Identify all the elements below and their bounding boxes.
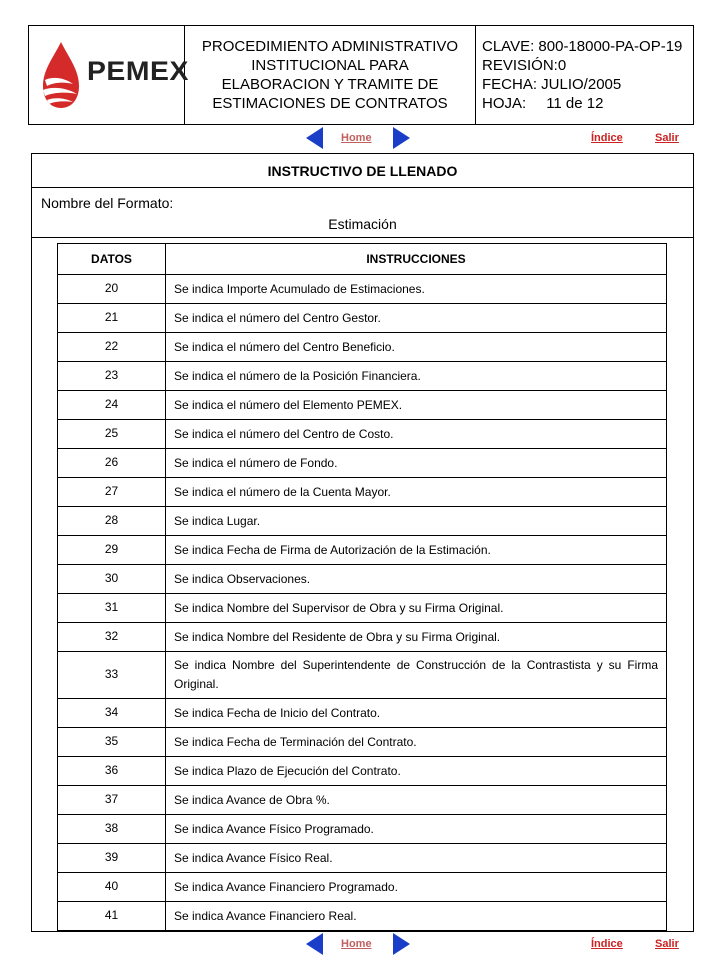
row-number: 35 [58,728,166,757]
row-instruction: Se indica el número de Fondo. [166,449,667,478]
procedure-title [185,26,476,124]
row-instruction: Se indica Fecha de Firma de Autorización de la Estimación. [166,536,667,565]
indice-link[interactable]: Índice [591,938,623,950]
row-instruction: Se indica Observaciones. [166,565,667,594]
format-name-value: Estimación [328,216,397,232]
row-instruction: Se indica Avance Físico Real. [166,844,667,873]
format-name-row [32,188,693,238]
row-instruction: Se indica el número del Centro de Costo. [166,420,667,449]
table-row [58,623,667,652]
home-link[interactable]: Home [341,132,372,144]
row-number: 23 [58,362,166,391]
table-header-row [58,244,667,275]
column-header-instrucciones: INSTRUCCIONES [166,244,667,275]
row-instruction: Se indica Avance Financiero Programado. [166,873,667,902]
salir-link[interactable]: Salir [655,132,679,144]
row-instruction: Se indica Avance de Obra %. [166,786,667,815]
title-line: ELABORACION Y TRAMITE DE [221,76,439,93]
row-number: 33 [58,652,166,699]
indice-link[interactable]: Índice [591,132,623,144]
row-number: 22 [58,333,166,362]
row-number: 34 [58,699,166,728]
row-instruction: Se indica el número de la Cuenta Mayor. [166,478,667,507]
table-row [58,902,667,931]
table-row [58,391,667,420]
row-instruction: Se indica Avance Financiero Real. [166,902,667,931]
previous-arrow-icon[interactable] [306,933,323,955]
table-row [58,757,667,786]
row-number: 32 [58,623,166,652]
revision-text: REVISIÓN:0 [482,57,567,74]
row-instruction: Se indica Importe Acumulado de Estimaciones. [166,275,667,304]
table-row [58,362,667,391]
table-row [58,844,667,873]
table-row [58,594,667,623]
salir-link[interactable]: Salir [655,938,679,950]
table-row [58,699,667,728]
document-codes [476,26,693,124]
row-instruction: Se indica el número del Elemento PEMEX. [166,391,667,420]
row-number: 40 [58,873,166,902]
row-number: 29 [58,536,166,565]
table-row [58,815,667,844]
table-row [58,333,667,362]
row-number: 38 [58,815,166,844]
bottom-navigation [0,930,720,958]
title-line: INSTITUCIONAL PARA [251,57,409,74]
table-row [58,536,667,565]
hoja-label: HOJA: [482,95,527,112]
previous-arrow-icon[interactable] [306,127,323,149]
row-instruction: Se indica el número de la Posición Financiera. [166,362,667,391]
instructions-title: INSTRUCTIVO DE LLENADO [32,154,693,188]
row-number: 30 [58,565,166,594]
table-row [58,873,667,902]
title-line: PROCEDIMIENTO ADMINISTRATIVO [201,38,459,55]
top-navigation [0,124,720,152]
row-number: 36 [58,757,166,786]
document-header [28,25,694,125]
row-instruction: Se indica Nombre del Residente de Obra y su Firma Original. [166,623,667,652]
row-number: 27 [58,478,166,507]
table-row [58,449,667,478]
next-arrow-icon[interactable] [393,933,410,955]
row-number: 24 [58,391,166,420]
row-number: 21 [58,304,166,333]
row-number: 31 [58,594,166,623]
row-instruction: Se indica Avance Físico Programado. [166,815,667,844]
row-instruction: Se indica el número del Centro Beneficio. [166,333,667,362]
table-row [58,652,667,699]
hoja-value: 11 de 12 [546,95,604,112]
table-row [58,786,667,815]
next-arrow-icon[interactable] [393,127,410,149]
title-line: ESTIMACIONES DE CONTRATOS [212,95,448,112]
table-row [58,420,667,449]
row-number: 41 [58,902,166,931]
row-instruction: Se indica Nombre del Superintendente de Construcción de la Contrastista y su Firma Original. [166,652,667,699]
table-row [58,565,667,594]
fecha-text: FECHA: JULIO/2005 [482,76,622,93]
row-instruction: Se indica Lugar. [166,507,667,536]
row-instruction: Se indica Fecha de Terminación del Contrato. [166,728,667,757]
row-number: 39 [58,844,166,873]
table-row [58,728,667,757]
format-name-label: Nombre del Formato: [41,195,174,211]
instructions-table [57,243,667,931]
table-row [58,275,667,304]
table-row [58,478,667,507]
hoja-text [482,94,693,113]
clave-text: CLAVE: 800-18000-PA-OP-19 [482,38,683,55]
row-number: 20 [58,275,166,304]
table-row [58,304,667,333]
pemex-logo-icon [35,40,85,120]
logo-wordmark: PEMEX [87,56,189,86]
row-instruction: Se indica Plazo de Ejecución del Contrato. [166,757,667,786]
row-instruction: Se indica Nombre del Supervisor de Obra y su Firma Original. [166,594,667,623]
logo-cell [29,26,189,124]
row-number: 37 [58,786,166,815]
row-number: 28 [58,507,166,536]
home-link[interactable]: Home [341,938,372,950]
column-header-datos: DATOS [58,244,166,275]
table-row [58,507,667,536]
row-number: 26 [58,449,166,478]
row-instruction: Se indica Fecha de Inicio del Contrato. [166,699,667,728]
row-instruction: Se indica el número del Centro Gestor. [166,304,667,333]
row-number: 25 [58,420,166,449]
